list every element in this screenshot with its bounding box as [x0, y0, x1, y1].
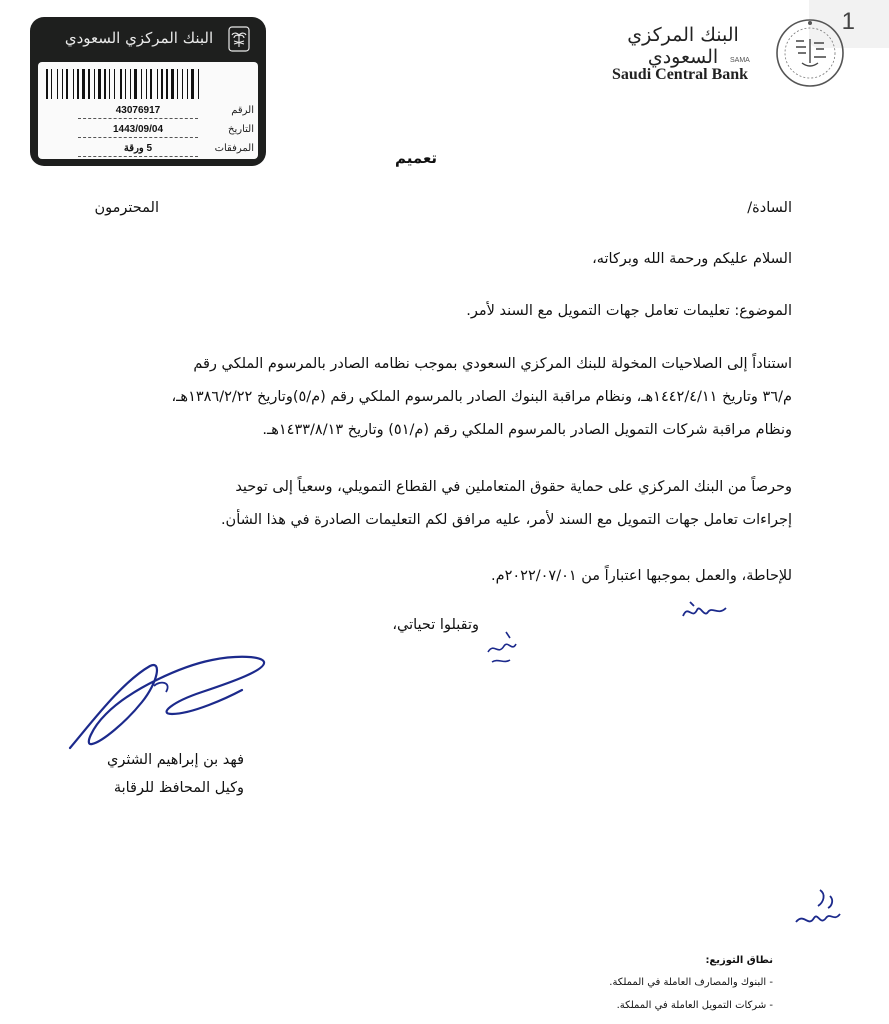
stamp-reference-value: 43076917 [78, 104, 198, 119]
page-number: 1 [841, 8, 855, 35]
stamp-date-label: التاريخ [228, 124, 254, 135]
signer-name: فهد بن إبراهيم الشثري [107, 752, 244, 768]
distribution-item: - شركات التمويل العاملة في المملكة. [616, 1000, 773, 1011]
stamp-header [30, 17, 266, 62]
logo-english-name: Saudi Central Bank [612, 66, 749, 83]
paragraph-line: م/٣٦ وتاريخ ١٤٤٢/٤/١١هـ، ونظام مراقبة البنوك الصادر بالمرسوم الملكي رقم (م/٥)وتاريخ ١٣٨٦/٢/٢٢هـ، [171, 389, 792, 405]
paragraph-line: وحرصاً من البنك المركزي على حماية حقوق المتعاملين في القطاع التمويلي، وسعياً إلى توحيد [235, 479, 792, 495]
circular-title: تعميم [395, 149, 438, 167]
logo-arabic-name: البنك المركزي السعودي [627, 24, 739, 68]
addressee: السادة/ [747, 200, 792, 216]
stamp-attachments-label: المرفقات [214, 143, 254, 154]
stamp-title: البنك المركزي السعودي [64, 29, 214, 47]
stamp-date-row [44, 123, 254, 138]
palm-emblem-icon [228, 26, 250, 52]
paragraph-line: استناداً إلى الصلاحيات المخولة للبنك المركزي السعودي بموجب نظامه الصادر بالمرسوم الملكي رقم [193, 356, 792, 372]
stamp-reference-row [44, 104, 254, 119]
paragraph-legal-basis [72, 356, 792, 455]
greeting: السلام عليكم ورحمة الله وبركاته، [592, 251, 792, 267]
paragraph-purpose [72, 479, 792, 545]
paragraph-line: ونظام مراقبة شركات التمويل الصادر بالمرسوم الملكي رقم (م/٥١) وتاريخ ١٤٣٣/٨/١٣هـ. [262, 422, 792, 438]
logo-abbreviation: SAMA [730, 57, 750, 64]
stamp-attachments-row [44, 142, 254, 157]
distribution-title: نطاق التوزيع: [705, 955, 773, 966]
stamp-attachments-value: 5 ورقة [78, 142, 198, 157]
initials-mark [680, 598, 730, 624]
instruction-line: للإحاطة، والعمل بموجبها اعتباراً من ٢٠٢٢/٠٧/٠١م. [490, 568, 792, 584]
paragraph-line: إجراءات تعامل جهات التمويل مع السند لأمر، عليه مرافق لكم التعليمات الصادرة في هذا الشأن. [220, 512, 792, 528]
bank-seal-icon [774, 17, 846, 89]
initials-mark [482, 622, 522, 668]
stamp-date-value: 1443/09/04 [78, 123, 198, 138]
handwritten-mark [790, 882, 844, 934]
closing-regards: وتقبلوا تحياتي، [392, 617, 479, 633]
signature [62, 652, 272, 754]
signer-title: وكيل المحافظ للرقابة [113, 780, 244, 796]
subject-line: الموضوع: تعليمات تعامل جهات التمويل مع السند لأمر. [466, 303, 792, 319]
stamp-reference-label: الرقم [231, 105, 254, 116]
barcode [44, 67, 252, 101]
distribution-item: - البنوك والمصارف العاملة في المملكة. [609, 977, 773, 988]
honorific: المحترمون [94, 200, 159, 216]
incoming-stamp [30, 17, 266, 166]
stamp-card [38, 62, 258, 159]
